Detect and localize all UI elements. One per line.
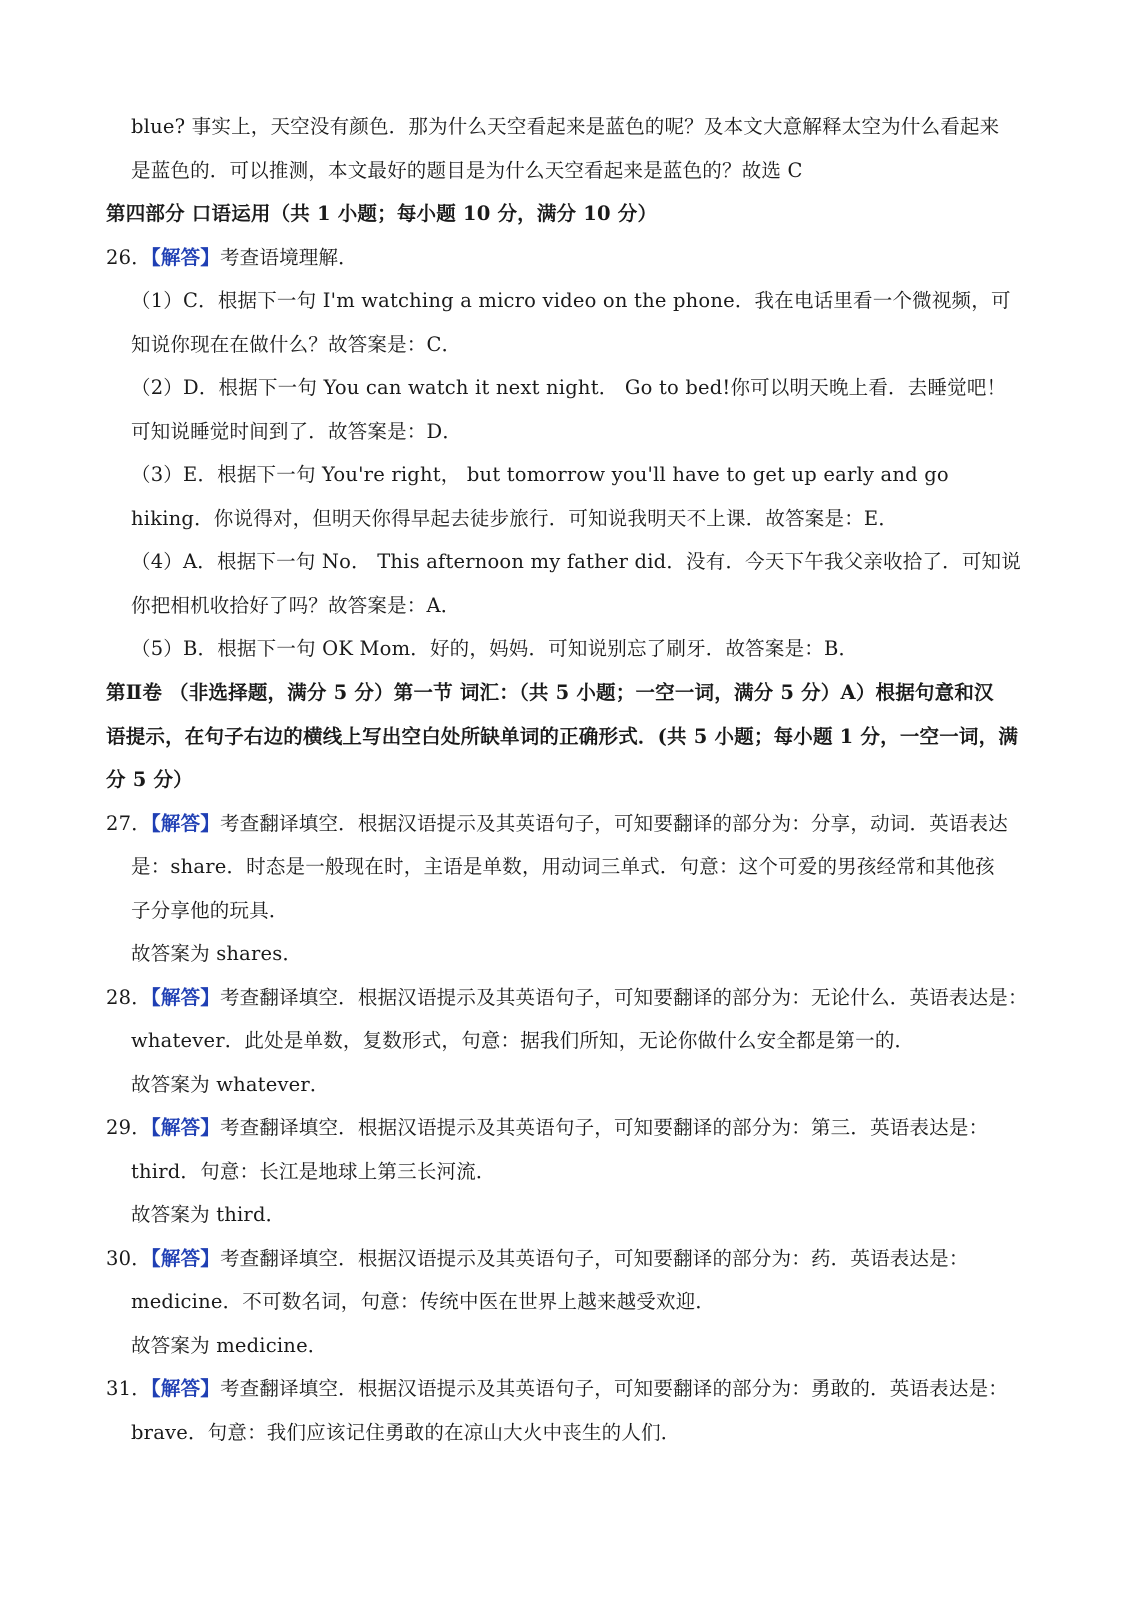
question-number: 30． bbox=[106, 1247, 151, 1270]
answer-text: 子分享他的玩具． bbox=[131, 899, 289, 922]
answer-tag: 【解答】 bbox=[150, 246, 220, 269]
sub-answer-line: （1）C．根据下一句 I'm watching a micro video on the phone．我在电话里看一个微视频，可 bbox=[131, 289, 1011, 312]
final-answer: 故答案为 whatever． bbox=[131, 1073, 330, 1096]
question-number: 26． bbox=[106, 246, 151, 269]
question-26-header bbox=[106, 244, 1071, 272]
question-31-line bbox=[106, 1375, 1071, 1403]
answer-text: third．句意：长江是地球上第三长河流． bbox=[131, 1160, 496, 1183]
final-answer: 故答案为 third． bbox=[131, 1203, 286, 1226]
text-line: blue? 事实上，天空没有颜色．那为什么天空看起来是蓝色的呢？及本文大意解释太空为什么看起来 bbox=[131, 115, 1000, 138]
answer-tag: 【解答】 bbox=[150, 986, 220, 1009]
answer-text: brave．句意：我们应该记住勇敢的在凉山大火中丧生的人们． bbox=[131, 1421, 681, 1444]
answer-text: 考查翻译填空．根据汉语提示及其英语句子，可知要翻译的部分为：无论什么．英语表达是： bbox=[219, 986, 1028, 1009]
answer-text: whatever．此处是单数，复数形式，句意：据我们所知，无论你做什么安全都是第一的． bbox=[131, 1029, 915, 1052]
sub-answer-line: hiking．你说得对，但明天你得早起去徒步旅行．可知说我明天不上课．故答案是：E． bbox=[131, 507, 899, 530]
answer-tag: 【解答】 bbox=[150, 1247, 220, 1270]
final-answer: 故答案为 medicine． bbox=[131, 1334, 328, 1357]
answer-text: medicine．不可数名词，句意：传统中医在世界上越来越受欢迎． bbox=[131, 1290, 716, 1313]
question-intro: 考查语境理解． bbox=[219, 246, 358, 269]
answer-tag: 【解答】 bbox=[150, 1116, 220, 1139]
section-heading: 第四部分 口语运用（共 1 小题；每小题 10 分，满分 10 分） bbox=[106, 202, 658, 225]
sub-answer-line: （4）A．根据下一句 No． This afternoon my father did．没有．今天下午我父亲收拾了．可知说 bbox=[131, 550, 1021, 573]
sub-answer-line: 知说你现在在做什么？故答案是：C． bbox=[131, 333, 462, 356]
final-answer: 故答案为 shares． bbox=[131, 942, 303, 965]
part-heading: 第Ⅱ卷 （非选择题，满分 5 分）第一节 词汇：（共 5 小题；一空一词，满分 5 分）A）根据句意和汉 bbox=[106, 681, 994, 704]
sub-answer-line: （5）B．根据下一句 OK Mom．好的，妈妈．可知说别忘了刷牙．故答案是：B． bbox=[131, 637, 859, 660]
part-heading: 分 5 分） bbox=[106, 768, 193, 791]
question-number: 28． bbox=[106, 986, 151, 1009]
answer-text: 考查翻译填空．根据汉语提示及其英语句子，可知要翻译的部分为：药．英语表达是： bbox=[219, 1247, 969, 1270]
answer-text: 考查翻译填空．根据汉语提示及其英语句子，可知要翻译的部分为：第三．英语表达是： bbox=[219, 1116, 989, 1139]
answer-text: 考查翻译填空．根据汉语提示及其英语句子，可知要翻译的部分为：分享，动词．英语表达 bbox=[219, 812, 1008, 835]
answer-tag: 【解答】 bbox=[150, 812, 220, 835]
question-30-line bbox=[106, 1245, 1071, 1273]
text-line: 是蓝色的．可以推测，本文最好的题目是为什么天空看起来是蓝色的？故选 C bbox=[131, 159, 803, 182]
question-28-line bbox=[106, 984, 1071, 1012]
part-heading: 语提示，在句子右边的横线上写出空白处所缺单词的正确形式．(共 5 小题；每小题 1 分，一空一词，满 bbox=[106, 725, 1019, 748]
sub-answer-line: 你把相机收拾好了吗？故答案是：A． bbox=[131, 594, 461, 617]
answer-text: 是：share．时态是一般现在时，主语是单数，用动词三单式．句意：这个可爱的男孩经常和其他孩 bbox=[131, 855, 995, 878]
question-number: 27． bbox=[106, 812, 151, 835]
answer-tag: 【解答】 bbox=[150, 1377, 220, 1400]
answer-text: 考查翻译填空．根据汉语提示及其英语句子，可知要翻译的部分为：勇敢的．英语表达是： bbox=[219, 1377, 1008, 1400]
sub-answer-line: （3）E．根据下一句 You're right， but tomorrow you'll have to get up early and go bbox=[131, 463, 949, 486]
question-27-line bbox=[106, 810, 1071, 838]
question-29-line bbox=[106, 1114, 1071, 1142]
question-number: 31． bbox=[106, 1377, 151, 1400]
question-number: 29． bbox=[106, 1116, 151, 1139]
sub-answer-line: （2）D．根据下一句 You can watch it next night． Go to bed!你可以明天晚上看．去睡觉吧！ bbox=[131, 376, 1007, 399]
sub-answer-line: 可知说睡觉时间到了．故答案是：D． bbox=[131, 420, 463, 443]
